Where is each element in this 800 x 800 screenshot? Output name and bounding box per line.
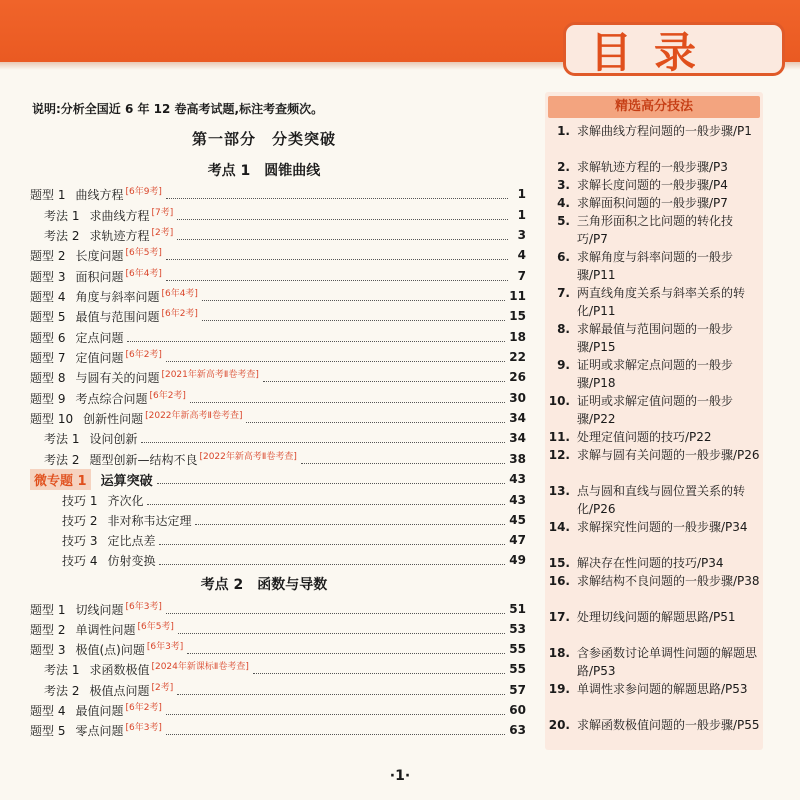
leader-dots	[202, 292, 505, 301]
tip-text: 处理切线问题的解题思路/P51	[577, 610, 736, 624]
frequency-tag: [2021年新高考Ⅱ卷考查]	[161, 369, 259, 380]
tip-text: 求解曲线方程问题的一般步骤/P1	[577, 124, 752, 138]
tip-item[interactable]	[548, 158, 760, 176]
tip-number: 17.	[548, 610, 570, 624]
tip-item[interactable]	[548, 356, 760, 392]
leader-dots	[263, 373, 505, 382]
toc-name: 曲线方程	[75, 187, 124, 202]
toc-name: 长度问题	[75, 248, 124, 263]
frequency-tag: [7考]	[151, 207, 174, 218]
page-number: 4	[517, 248, 526, 262]
tip-number: 16.	[548, 574, 570, 588]
toc-name: 最值与范围问题	[75, 309, 160, 324]
toc-label: 题型 2	[30, 622, 66, 637]
page-number: 55	[509, 642, 526, 656]
tip-number: 8.	[557, 322, 570, 336]
toc-name: 题型创新—结构不良	[89, 452, 198, 467]
tip-item[interactable]	[548, 122, 760, 158]
leader-dots	[157, 475, 506, 484]
tip-number: 15.	[548, 556, 570, 570]
toc-label: 题型 5	[30, 723, 66, 738]
page-number: 60	[509, 703, 526, 717]
toc-row[interactable]	[30, 184, 526, 204]
toc-label: 考法 2	[44, 452, 80, 467]
toc-name: 创新性问题	[83, 411, 144, 426]
tip-item[interactable]	[548, 428, 760, 446]
toc-label: 技巧 3	[62, 533, 98, 548]
toc-label: 题型 2	[30, 248, 66, 263]
toc-row[interactable]	[30, 720, 526, 740]
tip-number: 10.	[548, 394, 570, 408]
toc-row[interactable]	[62, 550, 526, 570]
toc-row[interactable]	[30, 347, 526, 367]
toc-name: 求函数极值	[89, 662, 150, 677]
tip-text: 求解函数极值问题的一般步骤/P55	[577, 718, 760, 732]
page-number: 51	[509, 602, 526, 616]
page-number: 3	[517, 228, 526, 242]
tip-item[interactable]	[548, 194, 760, 212]
page-number: 1	[517, 187, 526, 201]
frequency-tag: [6年4考]	[161, 288, 198, 299]
tip-number: 1.	[557, 124, 570, 138]
toc-row[interactable]	[44, 428, 526, 448]
toc-name: 考点综合问题	[75, 391, 148, 406]
page-number: 22	[509, 350, 526, 364]
tip-text: 求解面积问题的一般步骤/P7	[577, 196, 728, 210]
tip-item[interactable]	[548, 320, 760, 356]
tip-text: 点与圆和直线与圆位置关系的转化/P26	[577, 484, 746, 516]
leader-dots	[177, 231, 508, 240]
toc-row[interactable]	[30, 408, 526, 428]
tip-number: 3.	[557, 178, 570, 192]
leader-dots	[166, 272, 508, 281]
toc-label: 考法 2	[44, 683, 80, 698]
page-number: 55	[509, 662, 526, 676]
tip-text: 单调性求参问题的解题思路/P53	[577, 682, 748, 696]
tip-text: 求解轨迹方程的一般步骤/P3	[577, 160, 728, 174]
tip-text: 处理定值问题的技巧/P22	[577, 430, 712, 444]
tip-number: 9.	[557, 358, 570, 372]
leader-dots	[159, 556, 505, 565]
toc-label: 题型 3	[30, 269, 66, 284]
tip-item[interactable]	[548, 248, 760, 284]
toc-name: 定值问题	[75, 350, 124, 365]
leader-dots	[147, 496, 505, 505]
frequency-tag: [6年4考]	[125, 268, 162, 279]
tip-text: 两直线角度关系与斜率关系的转化/P11	[577, 286, 746, 318]
frequency-tag: [2024年新课标Ⅱ卷考查]	[151, 661, 249, 672]
toc-label: 考法 1	[44, 431, 80, 446]
tip-item[interactable]	[548, 176, 760, 194]
toc-name: 定点问题	[75, 330, 124, 345]
tip-item[interactable]	[548, 482, 760, 518]
tip-text: 求解角度与斜率问题的一般步骤/P11	[577, 250, 734, 282]
toc-row[interactable]	[62, 510, 526, 530]
tip-number: 2.	[557, 160, 570, 174]
leader-dots	[177, 211, 508, 220]
toc-name: 最值问题	[75, 703, 124, 718]
section1-title: 考点 1 圆锥曲线	[207, 163, 321, 179]
leader-dots	[166, 353, 505, 362]
toc-row[interactable]	[30, 266, 526, 286]
leader-dots	[246, 414, 505, 423]
leader-dots	[187, 645, 505, 654]
tip-number: 19.	[548, 682, 570, 696]
frequency-tag: [6年2考]	[125, 349, 162, 360]
toc-label: 题型 8	[30, 370, 66, 385]
leader-dots	[195, 516, 505, 525]
page-number: 15	[509, 309, 526, 323]
toc-row[interactable]	[30, 286, 526, 306]
toc-name: 切线问题	[75, 602, 124, 617]
tip-item[interactable]	[548, 518, 760, 554]
footer-page-number: ·1·	[389, 768, 411, 784]
tip-number: 5.	[557, 214, 570, 228]
toc-label: 题型 4	[30, 703, 66, 718]
leader-dots	[141, 434, 505, 443]
tip-text: 含参函数讨论单调性问题的解题思路/P53	[577, 646, 758, 678]
frequency-tag: [6年3考]	[146, 641, 184, 652]
toc-row[interactable]	[30, 367, 526, 387]
page-number: 43	[509, 472, 526, 486]
tip-number: 14.	[548, 520, 570, 534]
toc-row[interactable]	[30, 599, 526, 619]
toc-name: 齐次化	[107, 493, 144, 508]
toc-row[interactable]	[30, 619, 526, 639]
frequency-tag: [2考]	[151, 682, 174, 693]
toc-row[interactable]	[62, 530, 526, 550]
toc-label: 考法 2	[44, 228, 80, 243]
toc-name: 求曲线方程	[89, 208, 150, 223]
section2-title: 考点 2 函数与导数	[200, 577, 328, 593]
micro-topic-row[interactable]	[30, 469, 526, 489]
tip-number: 4.	[557, 196, 570, 210]
frequency-tag: [6年5考]	[137, 621, 174, 632]
tip-number: 20.	[548, 718, 570, 732]
tip-item[interactable]	[548, 554, 760, 572]
leader-dots	[166, 251, 508, 260]
frequency-tag: [6年5考]	[125, 247, 162, 258]
page-number: 1	[517, 208, 526, 222]
toc-name: 极值(点)问题	[75, 642, 145, 657]
page-number: 30	[509, 391, 526, 405]
toc-name: 仿射变换	[107, 553, 156, 568]
page-number: 47	[509, 533, 526, 547]
page-number: 43	[509, 493, 526, 507]
toc-label: 题型 1	[30, 602, 66, 617]
tip-text: 求解结构不良问题的一般步骤/P38	[577, 574, 760, 588]
leader-dots	[253, 665, 505, 674]
page-number: 34	[509, 411, 526, 425]
toc-label: 题型 6	[30, 330, 66, 345]
frequency-tag: [6年9考]	[125, 186, 162, 197]
description: 说明:分析全国近 6 年 12 卷高考试题,标注考查频次。	[32, 102, 324, 116]
tip-text: 求解与圆有关问题的一般步骤/P26	[577, 448, 760, 462]
leader-dots	[127, 333, 505, 342]
page-title: 目录	[590, 28, 719, 77]
toc-label: 题型 9	[30, 391, 66, 406]
toc-label: 考法 1	[44, 662, 80, 677]
micro-topic-tag: 微专题 1	[30, 469, 91, 490]
tip-item[interactable]	[548, 572, 760, 608]
frequency-tag: [6年2考]	[149, 390, 186, 401]
page-number: 57	[509, 683, 526, 697]
leader-dots	[166, 706, 505, 715]
tip-number: 11.	[548, 430, 570, 444]
toc-label: 题型 7	[30, 350, 66, 365]
tip-item[interactable]	[548, 608, 760, 644]
toc-row[interactable]	[30, 306, 526, 326]
page-number: 49	[509, 553, 526, 567]
leader-dots	[202, 312, 505, 321]
tip-item[interactable]	[548, 644, 760, 680]
page-number: 53	[509, 622, 526, 636]
toc-row[interactable]	[30, 327, 526, 347]
tip-text: 求解探究性问题的一般步骤/P34	[577, 520, 748, 534]
toc-row[interactable]	[30, 388, 526, 408]
toc-name: 面积问题	[75, 269, 124, 284]
tip-number: 7.	[557, 286, 570, 300]
frequency-tag: [6年2考]	[125, 702, 162, 713]
tip-text: 求解长度问题的一般步骤/P4	[577, 178, 728, 192]
toc-row[interactable]	[44, 225, 526, 245]
frequency-tag: [2022年新高考Ⅱ卷考查]	[199, 451, 297, 462]
page-number: 7	[517, 269, 526, 283]
tip-text: 证明或求解定值问题的一般步骤/P22	[577, 394, 734, 426]
toc-name: 与圆有关的问题	[75, 370, 160, 385]
toc-row[interactable]	[30, 639, 526, 659]
toc-row[interactable]	[30, 245, 526, 265]
tip-number: 6.	[557, 250, 570, 264]
toc-label: 技巧 4	[62, 553, 98, 568]
toc-row[interactable]	[30, 700, 526, 720]
tip-number: 18.	[548, 646, 570, 660]
toc-name: 角度与斜率问题	[75, 289, 160, 304]
frequency-tag: [2考]	[151, 227, 174, 238]
frequency-tag: [6年3考]	[125, 722, 162, 733]
page-number: 45	[509, 513, 526, 527]
toc-name: 极值点问题	[89, 683, 150, 698]
tip-number: 12.	[548, 448, 570, 462]
tip-item[interactable]	[548, 284, 760, 320]
page-number: 18	[509, 330, 526, 344]
tip-number: 13.	[548, 484, 570, 498]
leader-dots	[190, 394, 505, 403]
toc-name: 设问创新	[89, 431, 138, 446]
page-number: 63	[509, 723, 526, 737]
page-number: 34	[509, 431, 526, 445]
tips-title: 精选高分技法	[548, 96, 760, 118]
micro-topic-name: 运算突破	[100, 473, 153, 489]
page-number: 26	[509, 370, 526, 384]
toc-row[interactable]	[44, 659, 526, 679]
toc-row[interactable]	[44, 205, 526, 225]
leader-dots	[166, 726, 505, 735]
toc-label: 题型 4	[30, 289, 66, 304]
toc-label: 考法 1	[44, 208, 80, 223]
leader-dots	[177, 686, 505, 695]
toc-label: 题型 1	[30, 187, 66, 202]
toc-label: 技巧 1	[62, 493, 98, 508]
toc-name: 零点问题	[75, 723, 124, 738]
toc-name: 求轨迹方程	[89, 228, 150, 243]
toc-row[interactable]	[44, 680, 526, 700]
toc-name: 非对称韦达定理	[107, 513, 192, 528]
toc-row[interactable]	[62, 490, 526, 510]
frequency-tag: [6年3考]	[125, 601, 162, 612]
tip-item[interactable]	[548, 680, 760, 716]
tip-item[interactable]	[548, 392, 760, 428]
page-number: 38	[509, 452, 526, 466]
tip-text: 解决存在性问题的技巧/P34	[577, 556, 724, 570]
toc-name: 定比点差	[107, 533, 156, 548]
tip-item[interactable]	[548, 446, 760, 482]
toc-label: 题型 10	[30, 411, 74, 426]
toc-row[interactable]	[44, 449, 526, 469]
leader-dots	[166, 605, 505, 614]
leader-dots	[159, 536, 505, 545]
leader-dots	[166, 190, 508, 199]
frequency-tag: [6年2考]	[161, 308, 198, 319]
toc-label: 技巧 2	[62, 513, 98, 528]
toc-name: 单调性问题	[75, 622, 136, 637]
page-number: 11	[509, 289, 526, 303]
frequency-tag: [2022年新高考Ⅱ卷考查]	[145, 410, 243, 421]
tip-text: 证明或求解定点问题的一般步骤/P18	[577, 358, 734, 390]
tip-text: 求解最值与范围问题的一般步骤/P15	[577, 322, 734, 354]
tip-item[interactable]	[548, 212, 760, 248]
toc-label: 题型 5	[30, 309, 66, 324]
part-title: 第一部分 分类突破	[191, 130, 336, 148]
tip-text: 三角形面积之比问题的转化技巧/P7	[577, 214, 734, 246]
tip-item[interactable]	[548, 716, 760, 752]
leader-dots	[178, 625, 505, 634]
toc-label: 题型 3	[30, 642, 66, 657]
leader-dots	[301, 455, 505, 464]
